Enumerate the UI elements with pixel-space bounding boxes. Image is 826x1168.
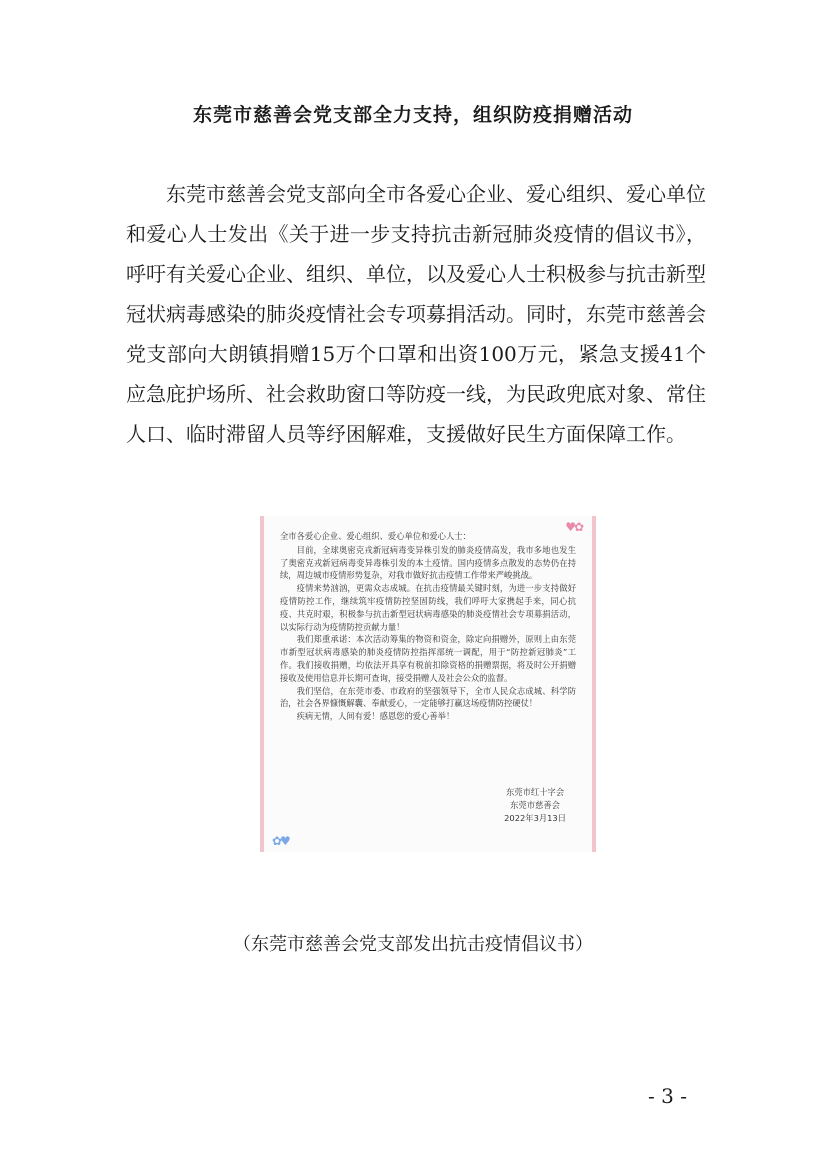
- letter-greeting: 全市各爱心企业、爱心组织、爱心单位和爱心人士：: [280, 531, 471, 541]
- signer-red-cross: 东莞市红十字会: [506, 787, 565, 797]
- letter-text: [280, 530, 576, 723]
- letter-paragraph: 疾病无情，人间有爱！感恩您的爱心善举！: [296, 711, 455, 722]
- letter-paragraph: 疫情来势汹汹，更需众志成城。在抗击疫情最关键时刻，为进一步支持做好疫情防控工作，继续筑牢疫情防控坚固防线，我们呼吁大家携起手来，同心抗疫、共克时艰，积极参与抗击新型冠状病毒感染的肺炎疫情社会专项募捐活动，以实际行动为疫情防控贡献力量！: [280, 583, 576, 632]
- letter-paragraph: 目前，全球奥密克戎新冠病毒变异株引发的肺炎疫情高发，我市多地也发生了奥密克戎新冠病毒变异毒株引发的本土疫情。国内疫情多点散发的态势仍在持续，周边城市疫情形势复杂，对我市做好抗击疫情工作带来严峻挑战。: [280, 544, 576, 581]
- body-paragraph: 东莞市慈善会党支部向全市各爱心企业、爱心组织、爱心单位和爱心人士发出《关于进一步支持抗击新冠肺炎疫情的倡议书》，呼吁有关爱心企业、组织、单位，以及爱心人士积极参与抗击新型冠状病毒感染的肺炎疫情社会专项募捐活动。同时，东莞市慈善会党支部向大朗镇捐赠15万个口罩和出资100万元，紧急支援41个应急庇护场所、社会救助窗口等防疫一线，为民政兜底对象、常住人口、临时滞留人员等纾困解难，支援做好民生方面保障工作。: [126, 182, 706, 446]
- signer-charity: 东莞市慈善会: [510, 800, 560, 810]
- decoration-icon: ✿♥: [272, 834, 289, 848]
- letter-date: 2022年3月13日: [504, 813, 566, 823]
- decoration-icon: ♥✿: [565, 520, 582, 534]
- photo-caption: （东莞市慈善会党支部发出抗击疫情倡议书）: [233, 934, 593, 955]
- letter-signature: [504, 786, 566, 825]
- letter-paragraph: 我们坚信，在东莞市委、市政府的坚强领导下，全市人民众志成城、科学防治，社会各界慷慨解囊、奉献爱心，一定能够打赢这场疫情防控硬仗！: [280, 685, 576, 709]
- page-title: 东莞市慈善会党支部全力支持，组织防疫捐赠活动: [192, 104, 633, 126]
- letter-paragraph: 我们郑重承诺：本次活动筹集的物资和资金，除定向捐赠外，原则上由东莞市新型冠状病毒感染的肺炎疫情防控指挥部统一调配，用于“防控新冠肺炎”工作。我们接收捐赠，均依法开具享有税前扣除资格的捐赠票据，将及时公开捐赠接收及使用信息并长期可查询，接受捐赠人及社会公众的监督。: [280, 634, 576, 683]
- page-number: - 3 -: [648, 1084, 687, 1108]
- proposal-letter-photo: [260, 516, 596, 852]
